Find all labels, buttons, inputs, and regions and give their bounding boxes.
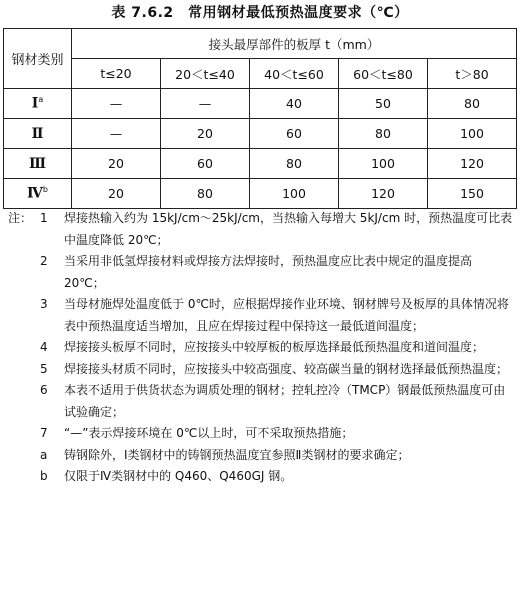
thickness-col-header: 20＜t≤40 [161, 59, 250, 89]
table-cell: — [72, 119, 161, 149]
thickness-col-header: 40＜t≤60 [250, 59, 339, 89]
table-row [4, 89, 517, 119]
note-text: 焊接热输入约为 15kJ/cm～25kJ/cm，当热输入每增大 5kJ/cm 时，预热温度可比表中温度降低 20℃； [64, 211, 513, 247]
steel-category-header: 钢材类别 [4, 29, 72, 89]
table-cell: 50 [339, 89, 428, 119]
note-item [8, 294, 514, 337]
table-cell: 100 [250, 179, 339, 209]
note-text: 本表不适用于供货状态为调质处理的钢材；控轧控冷（TMCP）钢最低预热温度可由试验确定； [64, 383, 506, 419]
note-text: 焊接接头板厚不同时，应按接头中较厚板的板厚选择最低预热温度和道间温度； [64, 340, 485, 354]
footnote-marker: a [38, 95, 44, 105]
table-cell: 80 [428, 89, 517, 119]
steel-category-label: Ⅱ [4, 119, 72, 149]
note-marker: 2 [40, 254, 48, 268]
table-row [4, 119, 517, 149]
footnote-marker: b [42, 185, 48, 195]
note-marker: a [40, 447, 48, 462]
table-cell: 80 [339, 119, 428, 149]
thickness-col-header: t≤20 [72, 59, 161, 89]
note-marker: 7 [40, 426, 48, 440]
steel-category-label: Ⅳ$^b$ [4, 179, 72, 209]
note-item [8, 445, 514, 467]
table-cell: 80 [161, 179, 250, 209]
thickness-group-header: 接头最厚部件的板厚 t（mm） [72, 29, 517, 59]
note-text: 铸钢除外，Ⅰ类钢材中的铸钢预热温度宜参照Ⅱ类钢材的要求确定； [64, 447, 410, 462]
notes-section [8, 208, 514, 488]
preheat-temperature-table [3, 28, 517, 209]
table-cell: 20 [161, 119, 250, 149]
steel-category-label: Ⅲ [4, 149, 72, 179]
note-marker: 5 [40, 361, 48, 376]
note-marker: 6 [40, 383, 48, 397]
table-cell: 100 [339, 149, 428, 179]
note-marker: b [40, 469, 48, 483]
thickness-col-header: t＞80 [428, 59, 517, 89]
note-marker: 1 [40, 211, 48, 225]
table-cell: 20 [72, 149, 161, 179]
table-cell: 120 [428, 149, 517, 179]
note-item [8, 423, 514, 445]
table-cell: 150 [428, 179, 517, 209]
notes-prefix: 注： [8, 211, 33, 225]
table-cell: 20 [72, 179, 161, 209]
note-item [8, 359, 514, 381]
thickness-range-row [4, 59, 517, 89]
note-marker: 4 [40, 340, 48, 354]
table-cell: 40 [250, 89, 339, 119]
table-header-row [4, 29, 517, 59]
note-text: “—”表示焊接环境在 0℃以上时，可不采取预热措施； [64, 426, 354, 440]
note-item [8, 208, 514, 251]
note-item [8, 251, 514, 294]
note-text: 焊接接头材质不同时，应按接头中较高强度、较高碳当量的钢材选择最低预热温度； [64, 361, 509, 376]
note-item [8, 380, 514, 423]
table-cell: — [161, 89, 250, 119]
table-cell: 60 [161, 149, 250, 179]
table-title: 表 7.6.2 常用钢材最低预热温度要求（℃） [111, 5, 409, 21]
note-marker: 3 [40, 297, 48, 311]
table-row [4, 149, 517, 179]
thickness-col-header: 60＜t≤80 [339, 59, 428, 89]
table-cell: 60 [250, 119, 339, 149]
steel-category-label: Ⅰ$^a$ [4, 89, 72, 119]
table-row [4, 179, 517, 209]
table-cell: 80 [250, 149, 339, 179]
note-text: 仅限于Ⅳ类钢材中的 Q460、Q460GJ 钢。 [64, 469, 293, 483]
table-cell: — [72, 89, 161, 119]
note-text: 当采用非低氢焊接材料或焊接方法焊接时，预热温度应比表中规定的温度提高 20℃； [64, 254, 473, 290]
note-item [8, 466, 514, 488]
note-item [8, 337, 514, 359]
table-cell: 120 [339, 179, 428, 209]
table-cell: 100 [428, 119, 517, 149]
note-text: 当母材施焊处温度低于 0℃时，应根据焊接作业环境、钢材牌号及板厚的具体情况将表中预热温度适当增加，且应在焊接过程中保持这一最低道间温度； [64, 297, 509, 333]
